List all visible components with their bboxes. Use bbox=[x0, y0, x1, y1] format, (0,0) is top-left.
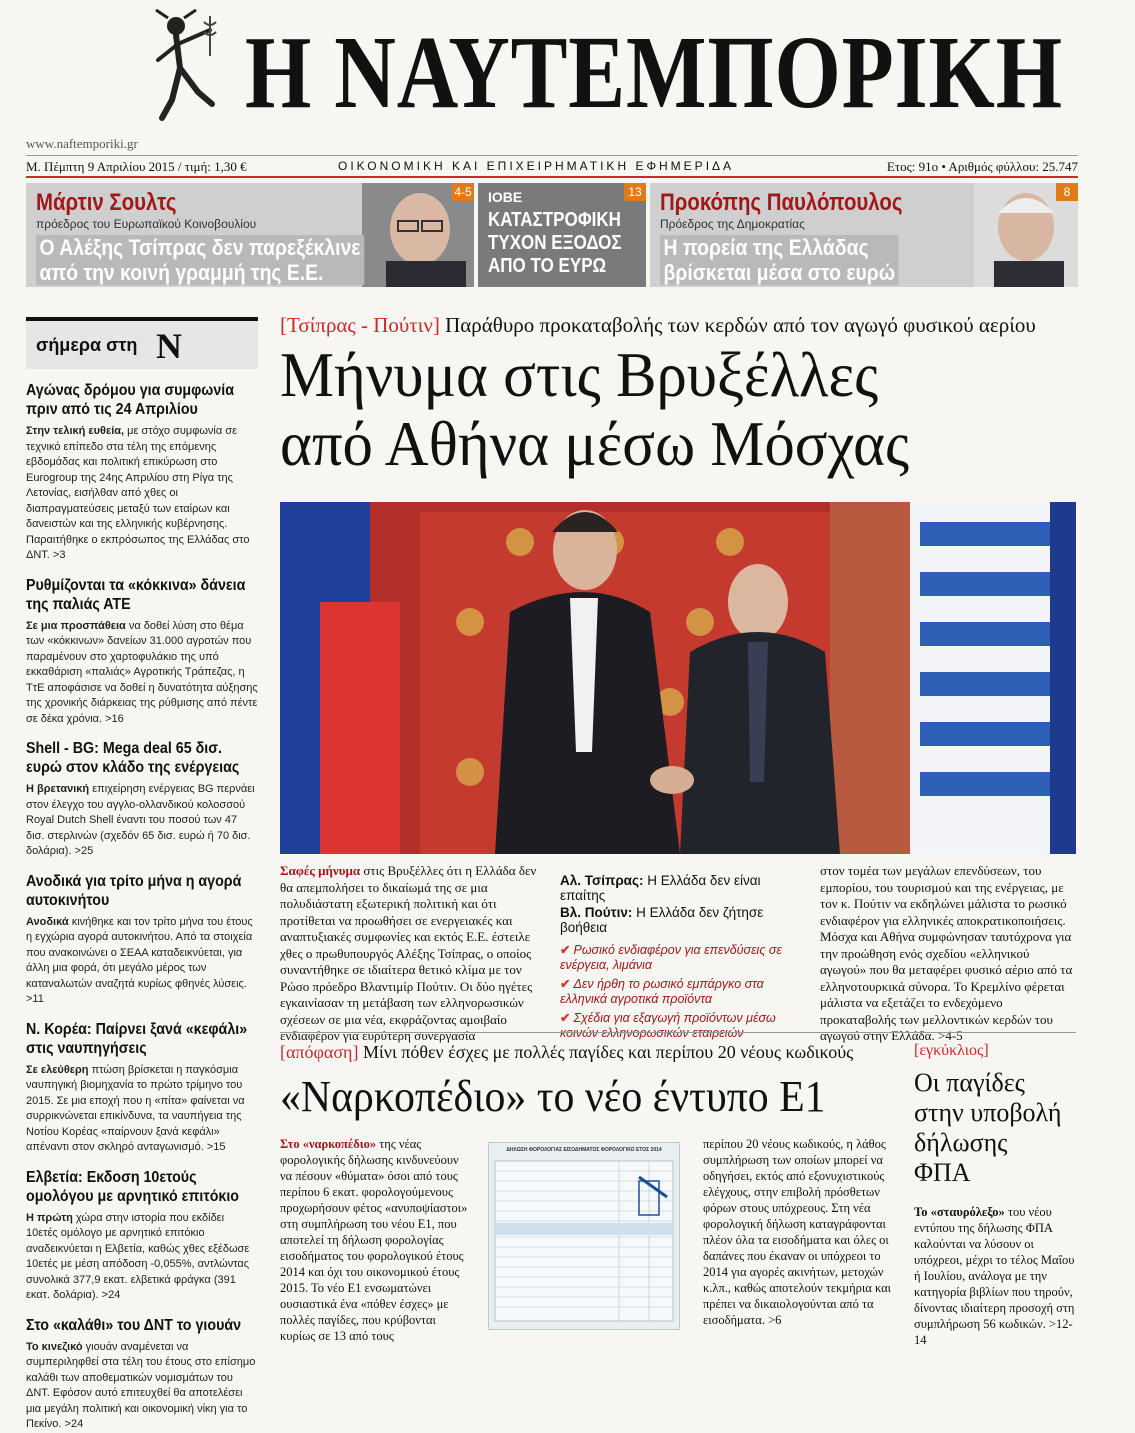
sidebar-letter: Ν bbox=[156, 326, 182, 366]
teaser-pavlopoulos[interactable] bbox=[650, 183, 1078, 287]
vat-headline[interactable]: Οι παγίδες στην υποβολή δήλωσης ΦΠΑ bbox=[914, 1068, 1062, 1187]
brief-text: Η πρώτη χώρα στην ιστορία που εκδίδει 10ετές ομόλογο με αρνητικό επιτόκιο αναδεικνύεται η Ελβετία, καθώς χθες εξέδωσε 10ετές με μέση απόδοση -0,055%, αντλώντας συνολικά 377,9 εκατ. ελβετικά φράγκα (391 εκατ. δολάρια). >24 bbox=[26, 1211, 250, 1301]
brief-title: Shell - BG: Mega deal 65 δισ. ευρώ στον κλάδο της ενέργειας bbox=[26, 740, 240, 776]
teaser-quote: Ο Αλέξης Τσίπρας δεν παρεξέκλινε από την κοινή γραμμή της Ε.Ε. bbox=[36, 235, 364, 285]
brief-title: Ρυθμίζονται τα «κόκκινα» δάνεια της παλιάς ΑΤΕ bbox=[26, 576, 246, 613]
brief-text: Το κινεζικό γιουάν αναμένεται να συμπεριληφθεί στα τέλη του έτους στο επίσημο καλάθι των αποθεματικών νομισμάτων του ΔΝΤ. Εφόσον αυτό επιτευχθεί θα αποτελέσει μια μεγάλη πολιτική και οικονομική νίκη για το Πεκίνο. >24 bbox=[26, 1340, 256, 1430]
brief-item[interactable] bbox=[26, 1168, 258, 1304]
check-icon: ✔ bbox=[560, 943, 571, 957]
date-price: Μ. Πέμπτη 9 Απριλίου 2015 / τιμή: 1,30 € bbox=[26, 159, 247, 174]
quote-putin: Βλ. Πούτιν: Η Ελλάδα δεν ζήτησε βοήθεια bbox=[560, 905, 764, 935]
main-story-col1: Σαφές μήνυμα στις Βρυξέλλες ότι η Ελλάδα δεν θα απεμπολήσει το δικαίωμά της σε μια πολυδιάστατη εξωτερική πολιτική και ότι προτίθεται να προωθήσει σε ενεργειακές και αναπτυξιακές συμφωνίες και εκτός Ε.Ε. έστειλε χθες ο πρωθυπουργός Αλέξης Τσίπρας, ο οποίος συναντήθηκε σε ιδιαίτερα θετικό κλίμα με τον Ρώσο πρόεδρο Βλαντιμίρ Πούτιν. Οι δύο ηγέτες εγκαινίασαν τη μετάβαση των ελληνορωσικών σχέσεων σε μια νέα, εκφράζοντας αμοιβαίο ενδιαφέρον για ευρύτερη συνεργασία bbox=[280, 863, 537, 1043]
kicker-tag: [Τσίπρας - Πούτιν] bbox=[280, 313, 440, 337]
brief-text: Στην τελική ευθεία, με στόχο συμφωνία σε τεχνικό επίπεδο στα τέλη της επόμενης εβδομάδας και πολιτική επικύρωση στο Eurogroup της 24ης Απριλίου στη Ρίγα της Λετονίας, εισήλθαν από χθες οι διαπραγματεύσεις μεταξύ των εταίρων και δανειστών και της ελληνικής κυβέρνησης. Παραιτήθηκε ο εκπρόσωπος της Ελλάδας στο ΔΝΤ. >3 bbox=[26, 425, 250, 561]
brief-text: Η βρετανική επιχείρηση ενέργειας BG περνάει στον έλεγχο του αγγλο-ολλανδικού κολοσσού Royal Dutch Shell έναντι του ποσού των 47 δισ. στερλινών (σχεδόν 65 δισ. ευρώ ή 70 δισ. δολάρια). >25 bbox=[26, 783, 255, 857]
second-headline[interactable]: «Ναρκοπέδιο» το νέο έντυπο Ε1 bbox=[280, 1072, 826, 1121]
brief-title: Αγώνας δρόμου για συμφωνία πριν από τις 24 Απριλίου bbox=[26, 382, 235, 418]
vat-story bbox=[914, 1042, 1078, 1348]
check-icon: ✔ bbox=[560, 977, 571, 991]
quote-tsipras: Αλ. Τσίπρας: Η Ελλάδα δεν είναι επαίτης bbox=[560, 873, 761, 903]
teaser-name: Προκόπης Παυλόπουλος bbox=[660, 189, 903, 216]
brief-title: Στο «καλάθι» του ΔΝΤ το γιουάν bbox=[26, 1316, 242, 1334]
main-story-quotes bbox=[560, 873, 808, 1045]
brief-title: Ν. Κορέα: Παίρνει ξανά «κεφάλι» στις ναυπηγήσεις bbox=[26, 1020, 248, 1057]
bullet-item: ✔ Ρωσικό ενδιαφέρον για επενδύσεις σε ενέργεια, λιμάνια bbox=[560, 943, 782, 972]
main-story-col3: στον τομέα των μεγάλων επενδύσεων, του εμπορίου, του τουρισμού και της ενέργειας, με τον κ. Πούτιν να εκδηλώνει μάλιστα το ρωσικό ενδιαφέρον για ελληνικές αποκρατικοποιήσεις. Μόσχα και Αθήνα συμφώνησαν ταυτόχρονα για την προώθηση ενός σχεδίου «ελληνικού αγωγού» που θα μεταφέρει φυσικό αέριο από τα ελληνοτουρκικά σύνορα. Το Κρεμλίνο φέρεται μάλιστα να εξετάζει το ενδεχόμενο προκαταβολής των μελλοντικών κερδών του αγωγού στην Ελλάδα. >4-5 bbox=[820, 863, 1073, 1043]
teaser-iobe[interactable] bbox=[478, 183, 646, 287]
sidebar-header bbox=[26, 317, 258, 369]
brief-text: Ανοδικά κινήθηκε και τον τρίτο μήνα του έτους η εγχώρια αγορά αυτοκινήτου. Από τα στοιχεία που ανακοινώνει ο ΣΕΑΑ καταδεικνύεται, για άλλη μια φορά, ότι μεγάλο μέρος των καταναλωτών αναζητά κυρίως φθηνές λύσεις. >11 bbox=[26, 915, 253, 1005]
hermes-logo-icon bbox=[150, 8, 230, 126]
brief-item[interactable] bbox=[26, 576, 258, 728]
masthead-title: Η ΝΑΥΤΕΜΠΟΡΙΚΗ bbox=[245, 15, 1063, 130]
teaser-schulz[interactable] bbox=[26, 183, 474, 287]
teaser-role: Πρόεδρος της Δημοκρατίας bbox=[660, 217, 805, 231]
brief-text: Σε μια προσπάθεια να δοθεί λύση στο θέμα των «κόκκινων» δανείων 31.000 αγροτών που παραμένουν στο χαρτοφυλάκιο της υπό εκκαθάριση «παλιάς» Αγροτικής Τράπεζας, η ΤτΕ αποφάσισε να δοθεί η δυνατότητα αύξησης της χρονικής διάρκειας της ρύθμισης από πέντε σε δέκα χρόνια. >16 bbox=[26, 619, 258, 725]
main-headline[interactable]: Μήνυμα στις Βρυξέλλες από Αθήνα μέσω Μόσχας bbox=[280, 339, 910, 479]
e1-form-image bbox=[488, 1142, 680, 1330]
teaser-tag: ΙΟΒΕ bbox=[488, 189, 523, 205]
teaser-role: πρόεδρος του Ευρωπαϊκού Κοινοβουλίου bbox=[36, 217, 257, 231]
main-kicker bbox=[280, 313, 1036, 338]
brief-item[interactable] bbox=[26, 1020, 258, 1156]
bullet-item: ✔ Σχέδια για εξαγωγή προϊόντων μέσω κοινών ελληνορωσικών εταιρειών bbox=[560, 1011, 776, 1040]
brief-item[interactable] bbox=[26, 872, 258, 1008]
brief-item[interactable] bbox=[26, 1316, 258, 1433]
second-kicker bbox=[280, 1042, 853, 1063]
kicker-text: Μίνι πόθεν έσχες με πολλές παγίδες και περίπου 20 νέους κωδικούς bbox=[358, 1042, 854, 1062]
sidebar-today bbox=[26, 317, 258, 1433]
bullet-item: ✔ Δεν ήρθη το ρωσικό εμπάργκο στα ελληνικά αγροτικά προϊόντα bbox=[560, 977, 764, 1006]
tsipras-putin-photo bbox=[280, 502, 1076, 854]
check-icon: ✔ bbox=[560, 1011, 571, 1025]
brief-title: Ελβετία: Εκδοση 10ετούς ομολόγου με αρνητικό επιτόκιο bbox=[26, 1168, 240, 1205]
info-bar bbox=[26, 155, 1078, 178]
brief-title: Ανοδικά για τρίτο μήνα η αγορά αυτοκινήτου bbox=[26, 872, 242, 909]
brief-text: Σε ελεύθερη πτώση βρίσκεται η παγκόσμια ναυπηγική βιομηχανία το πρώτο τρίμηνο του 2015. Σε μια εποχή που η «πίτα» φαίνεται να συρρικνώνεται επικίνδυνα, τα ναυπήγεια της Νοτίου Κορέας «παίρνουν ξανά κεφάλι» απέναντι στον σκληρό ανταγωνισμό. >15 bbox=[26, 1063, 245, 1153]
kicker-text: Παράθυρο προκαταβολής των κερδών από τον αγωγό φυσικού αερίου bbox=[439, 313, 1036, 337]
issue-info: Ετος: 91ο • Αριθμός φύλλου: 25.747 bbox=[886, 159, 1078, 174]
masthead-subtitle: ΟΙΚΟΝΟΜΙΚΗ ΚΑΙ ΕΠΙΧΕΙΡΗΜΑΤΙΚΗ ΕΦΗΜΕΡΙΔΑ bbox=[338, 159, 735, 173]
page-badge: 4-5 bbox=[452, 183, 474, 201]
teaser-text: ΚΑΤΑΣΤΡΟΦΙΚΗ ΤΥΧΟΝ ΕΞΟΔΟΣ ΑΠΟ ΤΟ ΕΥΡΩ bbox=[488, 209, 622, 277]
form-table-icon bbox=[489, 1157, 679, 1327]
second-story-col2: περίπου 20 νέους κωδικούς, η λάθος συμπλήρωση των οποίων μπορεί να οδηγήσει, εκτός από εξονυχιστικούς ελέγχους, στην επιβολή πρόσθετων φόρων στους υπόχρεους. Στη νέα φορολογική δήλωση καταγράφονται πλέον όλα τα εισοδήματα και όλες οι δαπάνες που έκαναν οι υπόχρεοι το 2014 για αγορές ακινήτων, μετοχών κ.λπ., καθώς αποτελούν τεκμήρια και πρέπει να δικαιολογούνται από τα εισοδήματα. >6 bbox=[703, 1137, 892, 1327]
form-title: ΔΗΛΩΣΗ ΦΟΡΟΛΟΓΙΑΣ ΕΙΣΟΔΗΜΑΤΟΣ ΦΟΡΟΛΟΓΙΚΟ ΕΤΟΣ 2014 bbox=[506, 1147, 662, 1153]
kicker-tag: [απόφαση] bbox=[280, 1042, 359, 1062]
teaser-name: Μάρτιν Σουλτς bbox=[36, 189, 177, 216]
brief-item[interactable] bbox=[26, 381, 258, 564]
vat-text: Το «σταυρόλεξο» του νέου εντύπου της δήλωσης ΦΠΑ καλούνται να λύσουν οι υπόχρεοι, μέχρι το τέλος Μαΐου ή Ιουλίου, ανάλογα με την κατηγορία βιβλίων που τηρούν, δίνοντας ιδιαίτερη προσοχή στη συμπλήρωση 56 κωδικών. >12-14 bbox=[914, 1205, 1075, 1347]
bullet-list bbox=[560, 943, 808, 1041]
brief-item[interactable] bbox=[26, 739, 258, 860]
teaser-quote: Η πορεία της Ελλάδας βρίσκεται μέσα στο ευρώ bbox=[660, 235, 899, 285]
sidebar-label: σήμερα στη bbox=[36, 335, 138, 355]
site-url[interactable]: www.naftemporiki.gr bbox=[26, 136, 138, 151]
second-story-col1: Στο «ναρκοπέδιο» της νέας φορολογικής δήλωσης κινδυνεύουν να πέσουν «θύματα» όσοι από τους περίπου 6 εκατ. φορολογούμενους προχωρήσουν φέτος «ανυποψίαστοι» στη συμπλήρωση του νέου Ε1, που αποτελεί τη δήλωση φορολογίας εισοδήματος του φορολογικού έτους 2014 και όχι του οικονομικού έτους 2015. Το νέο Ε1 ενσωματώνει ουσιαστικά ένα «πόθεν έσχες» με πολλές παγίδες, που κρύβονται κυρίως σε 13 από τους bbox=[280, 1137, 468, 1343]
page-badge: 13 bbox=[624, 183, 646, 201]
page-badge: 8 bbox=[1056, 183, 1078, 201]
section-divider bbox=[280, 1032, 1076, 1033]
vat-tag: [εγκύκλιος] bbox=[914, 1042, 989, 1059]
